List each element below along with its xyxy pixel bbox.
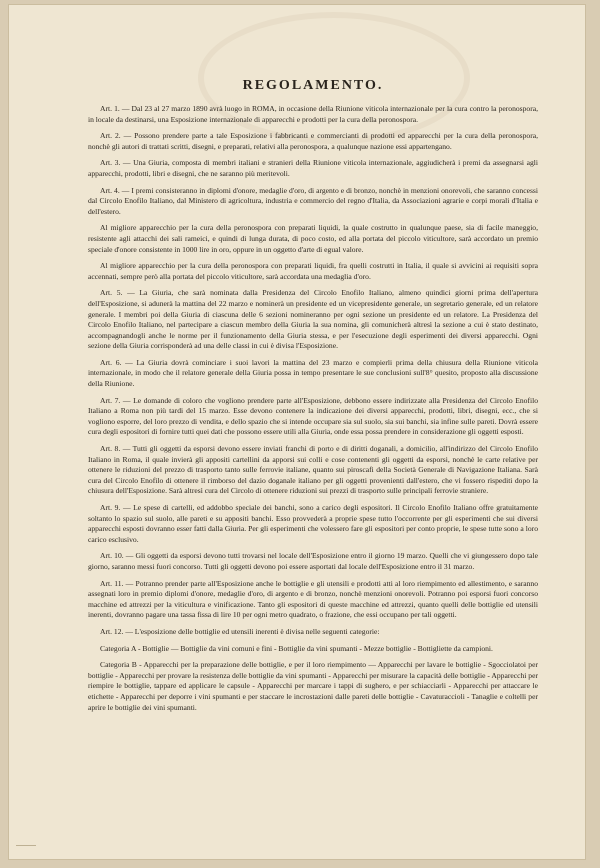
article-paragraph	[88, 223, 538, 255]
article-text: Al migliore apparecchio per la cura della peronospora con preparati liquidi, fra quelli costrutti in Italia, il quale si avvicini ai requisiti sopra accennati, sempre però alla portata del piccolo viticultore, sarà accordata una medaglia d'oro.	[88, 261, 538, 281]
article-text: — Gli oggetti da esporsi devono tutti trovarsi nel locale dell'Esposizione entro il giorno 19 marzo. Quelli che vi giungessero dopo tale giorno, saranno messi fuori concorso. Tutti gli oggetti devono poi essere asportati dal locale dell'Esposizione entro il 31 marzo.	[88, 551, 539, 571]
article-label: Art. 4.	[100, 185, 122, 195]
document-content	[88, 78, 538, 719]
articles-list	[88, 104, 538, 713]
article-label: Art. 9.	[100, 503, 123, 512]
article-paragraph	[88, 158, 538, 179]
article-paragraph	[88, 358, 538, 390]
article-label: Art. 1.	[100, 104, 122, 113]
article-text: — L'esposizione delle bottiglie ed utensili inerenti è divisa nelle seguenti categorie:	[125, 626, 380, 636]
article-text: — Le spese di cartelli, ed addobbo speciale dei banchi, sono a carico degli espositori. Il Circolo Enofilo Italiano offre gratuitamente soltanto lo spazio sul suolo, alle pareti e su appositi banchi. Esso provvederà a proprie spese tutto l'occorrente per gli esperimenti che sui diversi apparecchi esposti dovranno esser fatti dalla Giuria. Per gli esperimenti che volessero fare gli espositori per conto proprie, le spese tutte sono a loro carico esclusivo.	[88, 503, 539, 544]
article-paragraph	[88, 104, 538, 125]
article-text: — Possono prendere parte a tale Esposizione i fabbricanti e commercianti di prodotti ed apparecchi per la cura della peronospora, nonchè gli autori di trattati scritti, disegni, e preparati, relativi alla peronospora, a qualunque nazione essi appartengano.	[88, 131, 538, 151]
article-label: Art. 10.	[100, 551, 126, 561]
article-text: — Le domande di coloro che vogliono prendere parte all'Esposizione, debbono essere indirizzate alla Presidenza del Circolo Enofilo Italiano a Roma non più tardi del 15 marzo. Esse devono contenere la indicazione dei diversi apparecchi, prodotti, libri, disegni, ecc., che si vogliono esporre, del loro prezzo di vendita, e dello spazio che si intende occupare sia sul suolo, sia sui banchi, sia infine sulle pareti. Dovrà essere cura degli espositori di fornire tutti quei dati che possono essere utili alla Giuria, onde essa possa prendere in considerazione gli oggetti esposti.	[88, 395, 538, 437]
article-label: Art. 11.	[100, 578, 126, 588]
article-text: — Tutti gli oggetti da esporsi devono essere inviati franchi di porto e di diritti doganali, a domicilio, all'indirizzo del Circolo Enofilo Italiano in Roma, il quale invierà gli appositi cartellini da apporsi sui colli e cose contenenti gli oggetti da esporsi, nonchè le carte relative per ottenere le riduzioni del prezzo di trasporto tanto sulle ferrovie italiane, quanto sui piroscafi della Società Generale di Navigazione Italiana. Sarà cura del Circolo Enofilo di ottenere il rimborso del dazio doganale italiano per gli oggetti provenienti dall'estero, che vi fossero rispediti dopo la chiusura dell'Esposizione. Sarà altresì cura del Circolo di ottenere riduzioni sui prezzi di trasporto sulle principali ferrovie straniere.	[88, 444, 538, 496]
article-paragraph	[88, 288, 538, 352]
article-label: Categoria A - Bottiglie	[100, 643, 171, 653]
article-label: Art. 2.	[100, 131, 124, 141]
article-paragraph	[88, 660, 538, 713]
article-label: Art. 7.	[100, 395, 123, 405]
article-text: — Potranno prender parte all'Esposizione anche le bottiglie e gli utensili e prodotti atti al loro riempimento ed allestimento, e saranno assegnati loro in premio diplomi d'onore, medaglie d'oro, di argento e di bronzo, nonchè menzioni onorevoli. Potranno poi esporsi fuori concorso macchine ed attrezzi per la viticultura e vinificazione. Tanto gli espositori di queste macchine ed attrezzi, quanto quelli delle bottiglie ed utensili inerenti, dovranno pagare una tassa fissa di lire 10 per ogni metro quadrato, o frazione, che essi occupano per tali oggetti.	[88, 578, 539, 620]
article-label: Categoria B - Apparecchi per la preparazione delle bottiglie, e per il loro riempimento	[100, 660, 369, 670]
article-paragraph	[88, 551, 538, 572]
article-text: — La Giuria, che sarà nominata dalla Presidenza del Circolo Enofilo Italiano, almeno quindici giorni prima dell'apertura dell'Esposizione, si adunerà la mattina del 22 marzo e nominerà un presidente ed un vicepresidente generale, un segretario generale, ed un relatore generale. I membri poi della Giuria di ciascuna delle 6 sezioni nomineranno per ogni sezione un presidente ed un relatore. La Presidenza del Circolo Enofilo Italiano, nel partecipare a ciascun membro della Giuria la sua nomina, gli comunicherà altresì la sezione a cui è stato destinato, accompagnandogli anche le norme per il funzionamento della Giuria stessa, e per l'esecuzione degli esperimenti dei diversi apparecchi. Ogni sezione della Giuria corrisponderà ad una delle classi in cui è divisa l'Esposizione.	[88, 288, 538, 351]
article-text: — Bottiglie da vini comuni e fini - Bottiglie da vini spumanti - Mezze bottiglie - Bottigliette da campioni.	[170, 643, 493, 653]
article-label: Art. 8.	[100, 444, 123, 454]
article-text: — Una Giuria, composta di membri italiani e stranieri della Riunione viticola internazionale, aggiudicherà i premi da assegnarsi agli apparecchi, prodotti, libri e disegni, che ne saranno più meritevoli.	[88, 158, 538, 178]
article-paragraph	[88, 627, 538, 638]
article-label: Art. 5.	[100, 288, 128, 298]
article-paragraph	[88, 261, 538, 282]
article-label: Art. 6.	[100, 357, 126, 367]
article-paragraph	[88, 396, 538, 438]
article-text: Al migliore apparecchio per la cura della peronospora con preparati liquidi, la quale costrutto in qualunque paese, sia di facile maneggio, resistente agli attacchi dei sali rameici, e quindi di lunga durata, di poco costo, ed alla portata del piccolo viticultore, sarà accordato un premio speciale d'onore consistente in 1000 lire in oro, oppure in un oggetto d'arte di egual valore.	[88, 223, 538, 254]
article-paragraph	[88, 644, 538, 655]
document-page	[8, 4, 586, 860]
article-label: Art. 3.	[100, 158, 123, 168]
article-text: — La Giuria dovrà cominciare i suoi lavori la mattina del 23 marzo e compierli prima della chiusura della Riunione viticola internazionale, in modo che il relatore generale della Giuria possa in tempo presentare le sue conclusioni sull'8° quesito, proposto alla discussione della Riunione.	[88, 357, 538, 389]
article-paragraph	[88, 444, 538, 497]
article-text: — Dal 23 al 27 marzo 1890 avrà luogo in ROMA, in occasione della Riunione viticola internazionale per la cura contro la peronospora, in locale da destinarsi, una Esposizione internazionale di apparecchi e prodotti per la cura della peronospora.	[88, 104, 539, 124]
article-paragraph	[88, 186, 538, 218]
article-text: — I premi consisteranno in diplomi d'onore, medaglie d'oro, di argento e di bronzo, nonchè in menzioni onorevoli, che saranno concessi dal Circolo Enofilo Italiano, dal Ministero di agricoltura, industria e commercio del regno d'Italia, da Associazioni agrarie e corpi morali d'Italia e dell'estero.	[88, 185, 538, 216]
article-paragraph	[88, 579, 538, 621]
document-title: REGOLAMENTO.	[242, 78, 384, 93]
article-text: — Apparecchi per lavare le bottiglie - Sgocciolatoi per bottiglie - Apparecchi per provare la resistenza delle bottiglie da vini spumanti - Apparecchi per misurare la capacità delle bottiglie - Apparecchi per riempire le bottiglie, tappare ed applicare le capsule - Apparecchi per marcare i tappi di sughero, e per schiacciarli - Apparecchi per attaccare le etichette - Apparecchi per deporre i vini spumanti e per staccare le incrostazioni dalle pareti delle bottiglie - Cavaturaccioli - Tanaglie e coltelli per aprire le bottiglie dei vini spumanti.	[88, 660, 539, 712]
page-footer-mark	[16, 845, 36, 856]
article-paragraph	[88, 503, 538, 545]
article-paragraph	[88, 131, 538, 152]
article-label: Art. 12.	[100, 626, 126, 636]
